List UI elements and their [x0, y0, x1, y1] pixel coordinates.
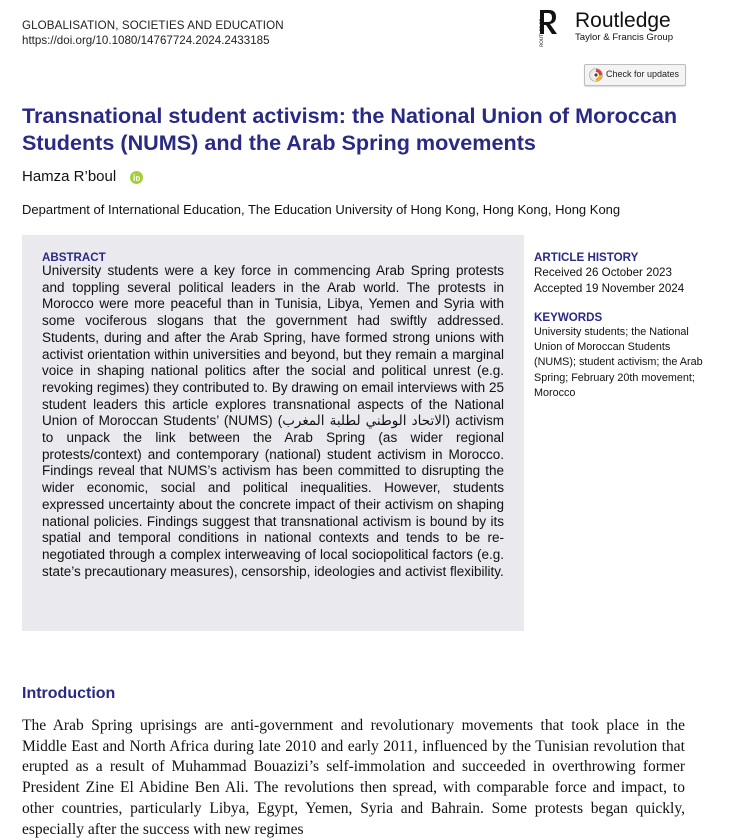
check-for-updates-button[interactable]: [584, 64, 686, 86]
routledge-mark-icon: [537, 8, 559, 48]
accepted-date: Accepted 19 November 2024: [534, 282, 685, 295]
author-affiliation: Department of International Education, The Education University of Hong Kong, Hong Kong, Hong Kong: [22, 202, 621, 217]
introduction-text: The Arab Spring uprisings are anti-government and revolutionary movements that took place in the Middle East and North Africa during late 2010 and early 2011, influenced by the Tunisian revolution that erupted as a result of Muhammad Bouazizi’s self-immolation and succeeded in overthrowing former President Zine El Abidine Ben Ali. The revolutions then spread, with comparable force and impact, to other countries, particularly Libya, Egypt, Yemen, Syria and Bahrain. Some protests began quickly, especially after the success with new regimes: [22, 717, 685, 838]
keywords-heading: KEYWORDS: [534, 311, 603, 324]
check-updates-label: Check for updates: [606, 69, 680, 79]
introduction-heading: Introduction: [22, 685, 116, 702]
publisher-subtitle: Taylor & Francis Group: [575, 32, 674, 43]
journal-name: GLOBALISATION, SOCIETIES AND EDUCATION: [22, 19, 284, 32]
author-name[interactable]: Hamza R’boul: [22, 168, 117, 185]
abstract-heading: ABSTRACT: [42, 251, 106, 264]
publisher-mark-text: ROUTLEDGE: [540, 18, 545, 47]
received-date: Received 26 October 2023: [534, 266, 672, 279]
publisher-logo[interactable]: [537, 8, 697, 48]
doi-link[interactable]: https://doi.org/10.1080/14767724.2024.2433185: [22, 34, 270, 47]
article-history-heading: ARTICLE HISTORY: [534, 251, 639, 264]
article-title: Transnational student activism: the National Union of Moroccan Students (NUMS) and the Arab Spring movements: [22, 103, 678, 155]
orcid-icon[interactable]: [130, 171, 143, 184]
abstract-text: University students were a key force in commencing Arab Spring protests and toppling several political leaders in the Arab world. The protests in Morocco were more peaceful than in Tunisia, Libya, Yemen and Syria with some vociferous slogans that the government had swiftly addressed. Students, during and after the Arab Spring, have formed strong unions with activist orientation within universities and beyond, but they remain a marginal voice in shaping national politics after the social and political unrest (e.g. revoking regimes) they contributed to. By drawing on email interviews with 25 student leaders this article explores transnational aspects of the National Union of Moroccan Students’ (NUMS) (الاتحاد الوطني لطلبة المغرب) activism to unpack the link between the Arab Spring (as wider regional protests/context) and contemporary (national) student activism in Morocco. Findings reveal that NUMS’s activism has been committed to disrupting the wider economic, social and political inequalities. However, students expressed uncertainty about the concrete impact of their activism on shaping national policies. Findings suggest that transnational activism is bound by its spatial and temporal conditions in national contexts and tends to be re-negotiated through a complex interweaving of local sociopolitical factors (e.g. state’s precautionary measures), censorship, ideologies and activist flexibility.: [42, 263, 504, 579]
keywords-list: University students; the National Union of Moroccan Students (NUMS); student activism; the Arab Spring; February 20th movement; Morocco: [534, 326, 703, 399]
check-updates-icon: [589, 68, 603, 82]
publisher-name: Routledge: [575, 9, 671, 32]
